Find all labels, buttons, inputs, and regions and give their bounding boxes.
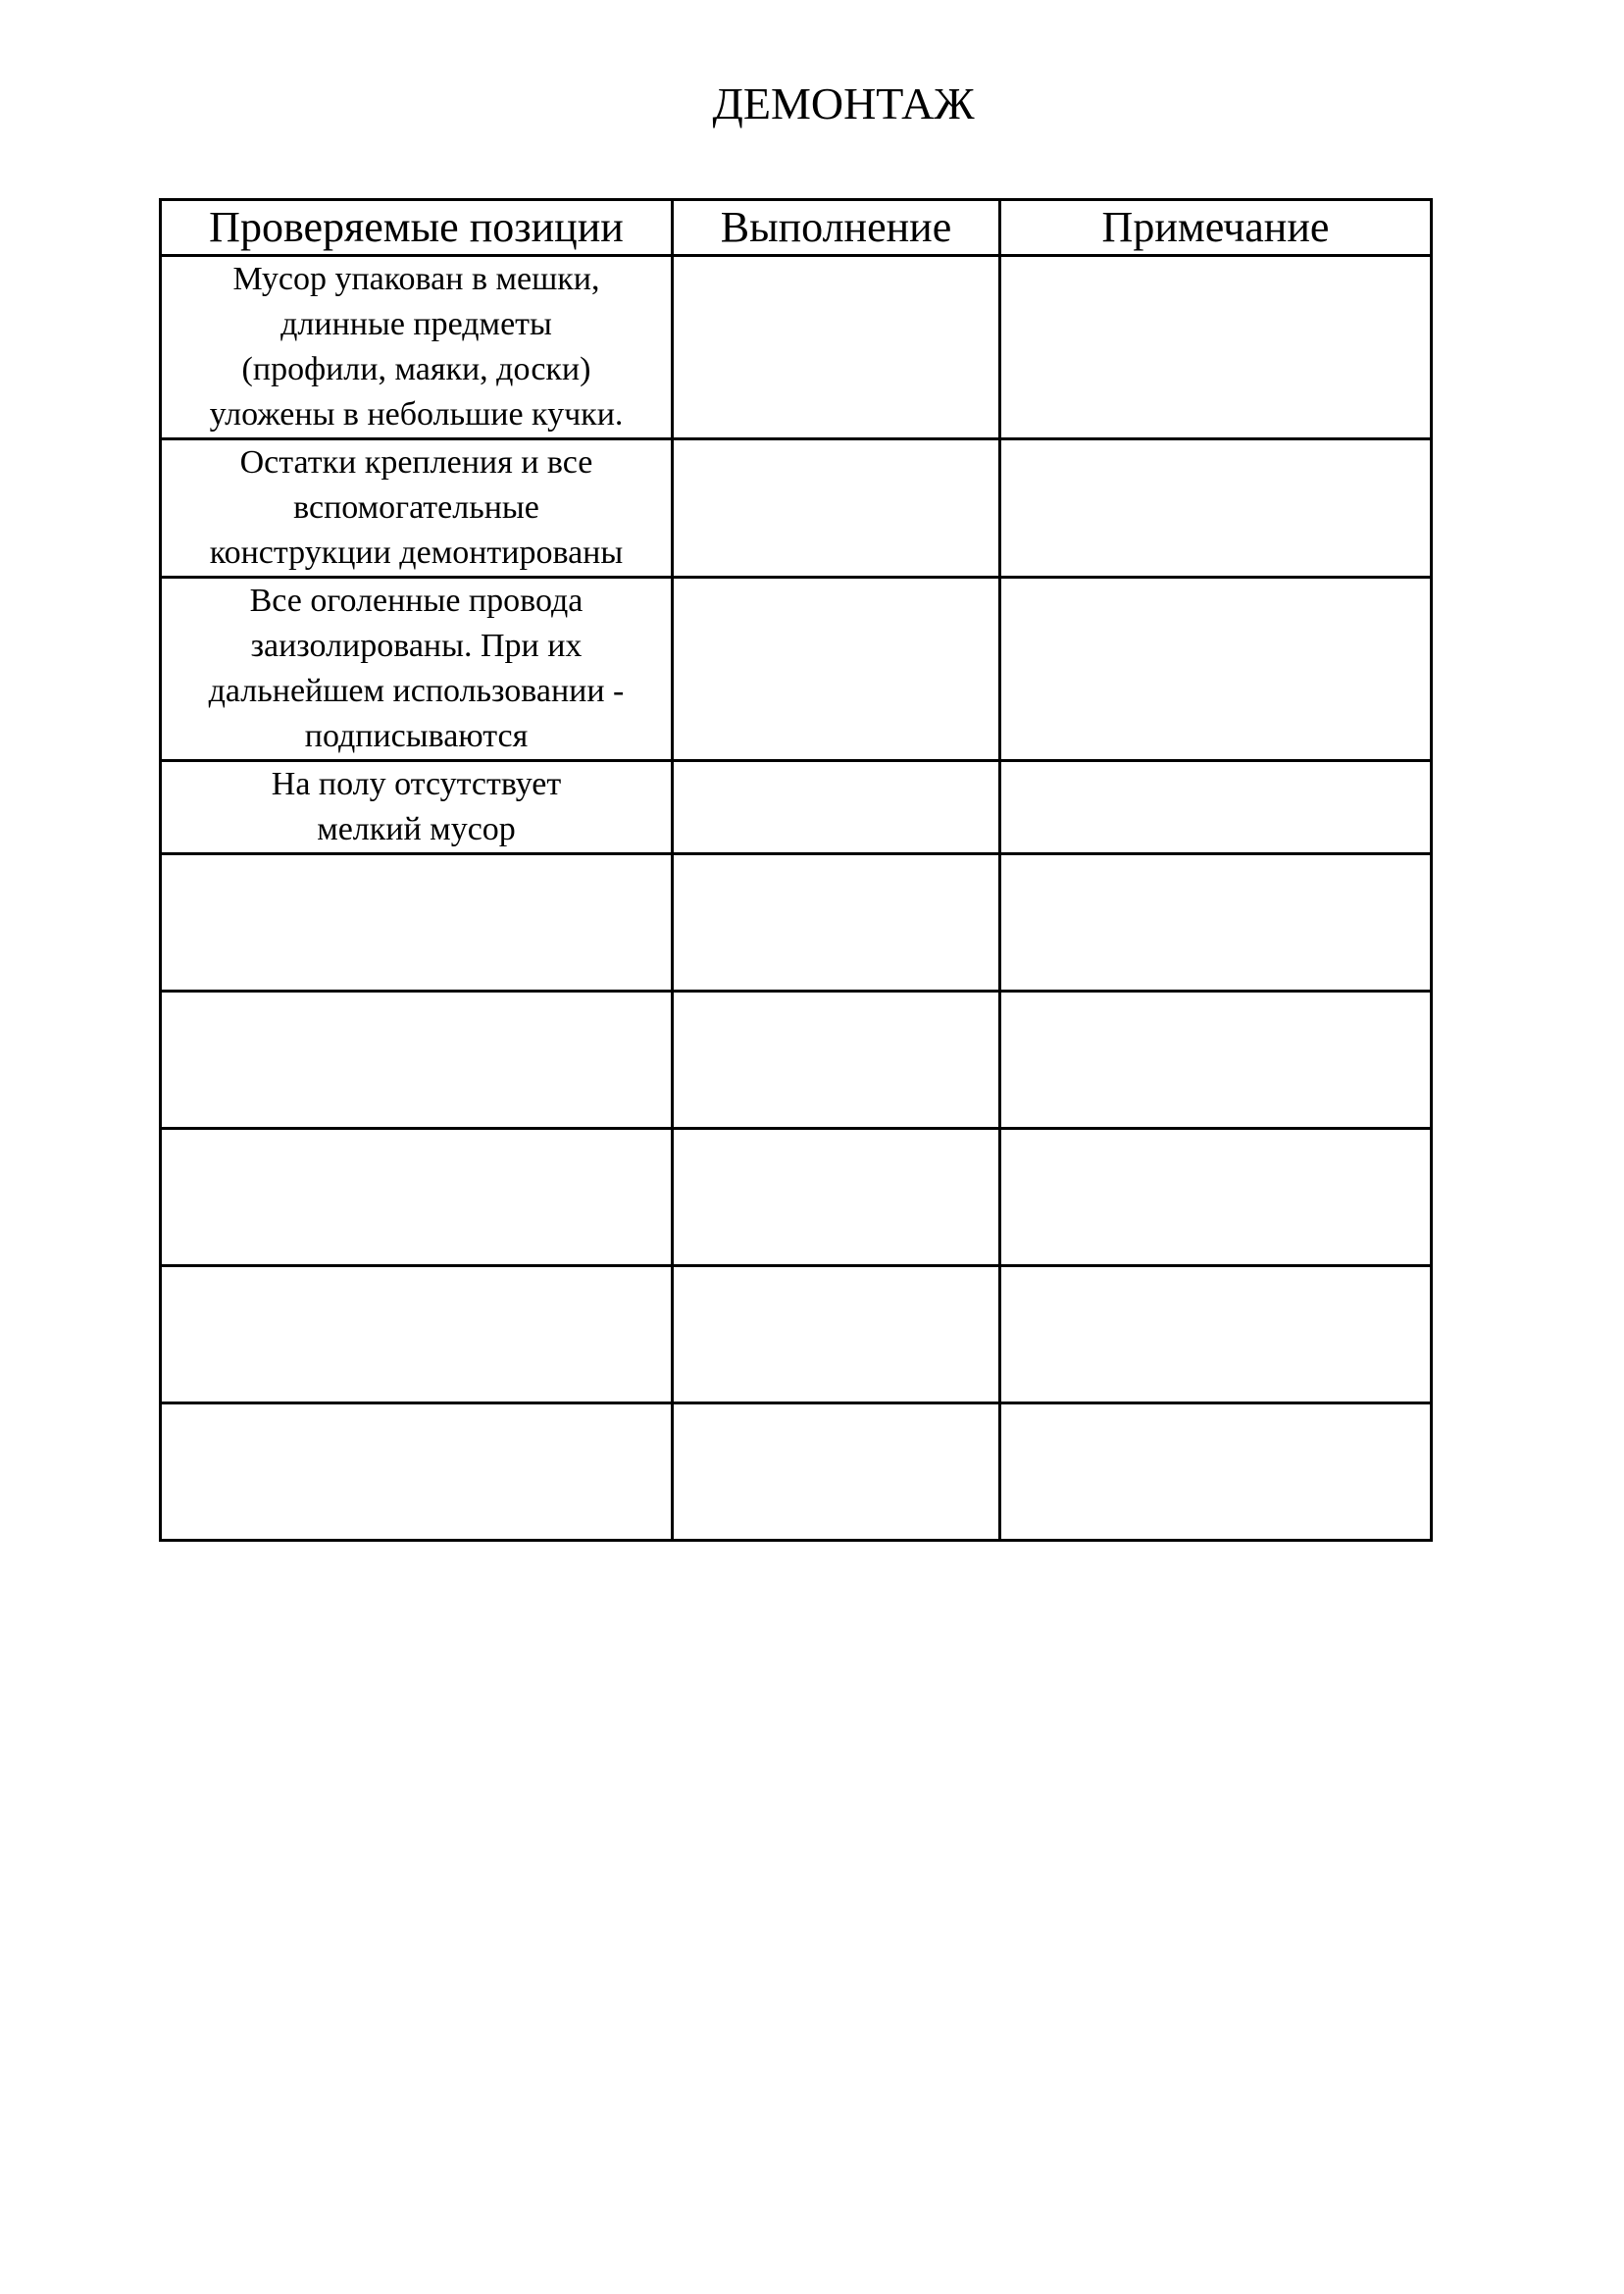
completion-cell[interactable] bbox=[673, 992, 1000, 1129]
position-cell[interactable] bbox=[161, 854, 673, 992]
completion-cell[interactable] bbox=[673, 256, 1000, 439]
table-header-row bbox=[161, 200, 1432, 256]
completion-cell[interactable] bbox=[673, 854, 1000, 992]
table-row bbox=[161, 854, 1432, 992]
note-cell[interactable] bbox=[1000, 1266, 1432, 1403]
table-row bbox=[161, 1129, 1432, 1266]
table-row bbox=[161, 256, 1432, 439]
header-positions: Проверяемые позиции bbox=[161, 200, 673, 256]
note-cell[interactable] bbox=[1000, 854, 1432, 992]
completion-cell[interactable] bbox=[673, 578, 1000, 761]
position-cell: Остатки крепления и все вспомогательные конструкции демонтированы bbox=[161, 439, 673, 578]
note-cell[interactable] bbox=[1000, 1403, 1432, 1541]
position-cell[interactable] bbox=[161, 1266, 673, 1403]
table-row bbox=[161, 1266, 1432, 1403]
note-cell[interactable] bbox=[1000, 761, 1432, 854]
position-cell: Мусор упакован в мешки, длинные предметы (профили, маяки, доски) уложены в небольшие кучки. bbox=[161, 256, 673, 439]
completion-cell[interactable] bbox=[673, 1266, 1000, 1403]
header-note: Примечание bbox=[1000, 200, 1432, 256]
position-cell[interactable] bbox=[161, 1403, 673, 1541]
header-completion: Выполнение bbox=[673, 200, 1000, 256]
table-row bbox=[161, 439, 1432, 578]
position-cell[interactable] bbox=[161, 992, 673, 1129]
table-row bbox=[161, 1403, 1432, 1541]
note-cell[interactable] bbox=[1000, 439, 1432, 578]
note-cell[interactable] bbox=[1000, 578, 1432, 761]
checklist-table bbox=[159, 198, 1433, 1542]
note-cell[interactable] bbox=[1000, 1129, 1432, 1266]
note-cell[interactable] bbox=[1000, 992, 1432, 1129]
completion-cell[interactable] bbox=[673, 1129, 1000, 1266]
completion-cell[interactable] bbox=[673, 439, 1000, 578]
position-cell[interactable] bbox=[161, 1129, 673, 1266]
page-title: ДЕМОНТАЖ bbox=[712, 78, 975, 128]
completion-cell[interactable] bbox=[673, 761, 1000, 854]
note-cell[interactable] bbox=[1000, 256, 1432, 439]
position-cell: Все оголенные провода заизолированы. При их дальнейшем использовании - подписываются bbox=[161, 578, 673, 761]
table-row bbox=[161, 578, 1432, 761]
table-row bbox=[161, 992, 1432, 1129]
position-cell: На полу отсутствует мелкий мусор bbox=[161, 761, 673, 854]
table-row bbox=[161, 761, 1432, 854]
completion-cell[interactable] bbox=[673, 1403, 1000, 1541]
